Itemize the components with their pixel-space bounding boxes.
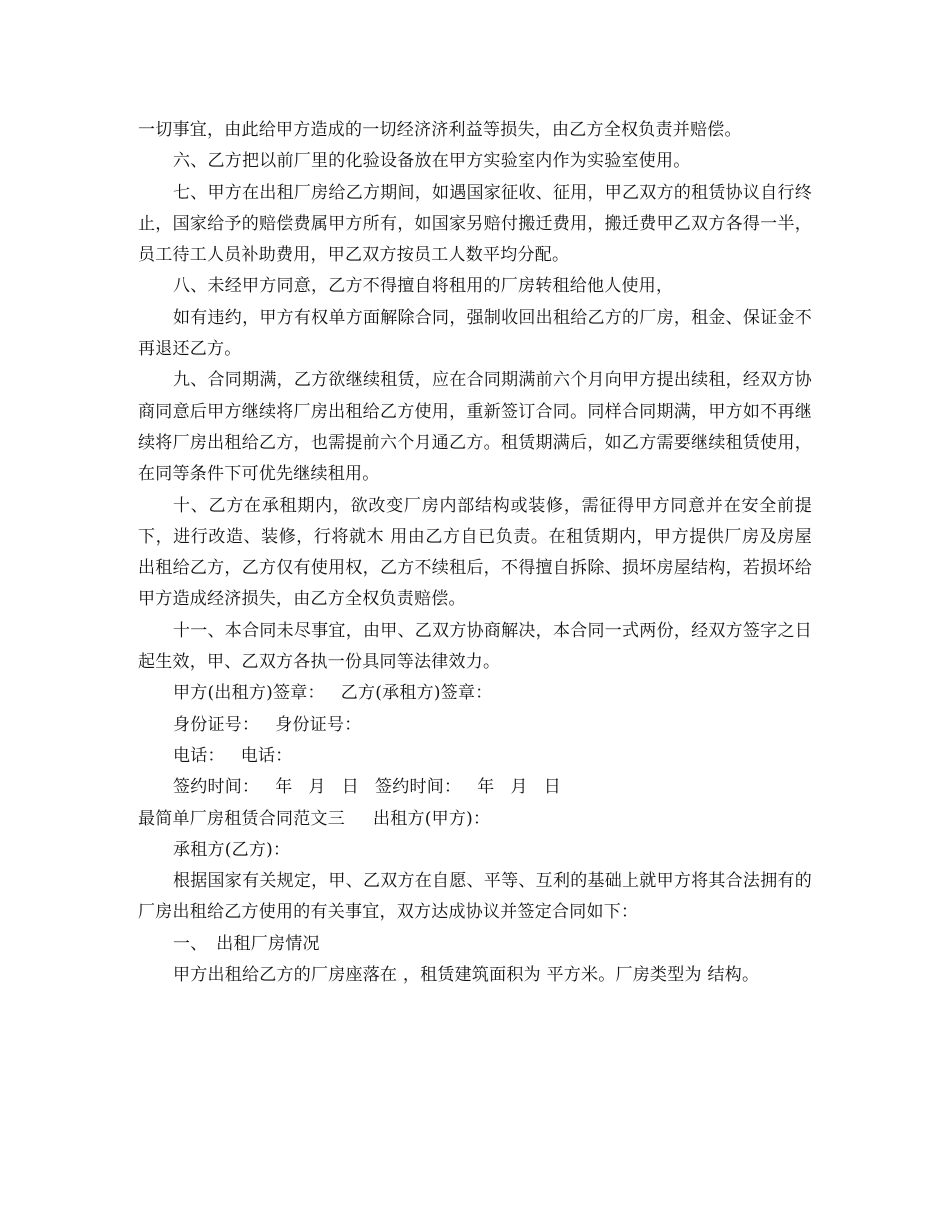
lessee-label: 承租方(乙方)： [173,839,291,860]
party-a-day: 日 [341,777,359,798]
party-b-phone-label: 电话： [240,745,293,766]
paragraph-clause-11: 十一、本合同未尽事宜，由甲、乙双方协商解决，本合同一式两份，经双方签字之日起生效，甲、乙双方各执一份具同等法律效力。 [138,620,812,673]
party-a-month: 月 [308,777,326,798]
party-a-year: 年 [275,777,293,798]
party-a-seal-label: 甲方(出租方)签章： [173,683,325,704]
paragraph-breach: 如有违约，甲方有权单方面解除合同，强制收回出租给乙方的厂房，租金、保证金不再退还乙方。 [138,307,812,360]
party-b-id-label: 身份证号： [275,714,362,735]
paragraph-clause-8: 八、未经甲方同意，乙方不得擅自将租用的厂房转租给他人使用， [173,276,674,297]
section-title: 最简单厂房租赁合同范文三 [138,808,345,829]
paragraph-0: 一切事宜，由此给甲方造成的一切经济济利益等损失，由乙方全权负责并赔偿。 [138,120,742,140]
signature-seal-line [138,678,812,709]
lessor-label: 出租方(甲方)： [373,808,491,829]
party-a-date-label: 签约时间： [173,777,260,798]
party-b-month: 月 [510,777,528,798]
party-a-id-label: 身份证号： [173,714,260,735]
signature-id-line [138,710,812,741]
party-b-day: 日 [543,777,561,798]
party-b-date-label: 签约时间： [375,777,462,798]
paragraph-clause-7: 七、甲方在出租厂房给乙方期间，如遇国家征收、征用，甲乙双方的租赁协议自行终止，国家给予的赔偿费属甲方所有，如国家另赔付搬迁费用，搬迁费甲乙双方各得一半，员工待工人员补助费用，甲乙双方按员工人数平均分配。 [138,182,812,266]
party-b-year: 年 [477,777,495,798]
intro-paragraph: 根据国家有关规定，甲、乙双方在自愿、平等、互利的基础上就甲方将其合法拥有的厂房出租给乙方使用的有关事宜，双方达成协议并签定合同如下： [138,871,812,923]
party-b-seal-label: 乙方(承租方)签章： [340,683,493,704]
clause-one-title: 一、 出租厂房情况 [173,933,320,954]
clause-one-text: 甲方出租给乙方的厂房座落在 ，租赁建筑面积为 平方米。厂房类型为 结构。 [173,965,760,986]
party-a-phone-label: 电话： [173,745,225,766]
paragraph-clause-9: 九、合同期满，乙方欲继续租赁，应在合同期满前六个月向甲方提出续租，经双方协商同意后甲方继续将厂房出租给乙方使用，重新签订合同。同样合同期满，甲方如不再继续将厂房出租给乙方，也需提前六个月通乙方。租赁期满后，如乙方需要继续租赁使用，在同等条件下可优先继续租用。 [138,370,812,485]
signature-date-line [138,772,812,803]
paragraph-clause-6: 六、乙方把以前厂里的化验设备放在甲方实验室内作为实验室使用。 [173,151,691,172]
signature-phone-line [138,741,812,772]
paragraph-clause-10: 十、乙方在承租期内，欲改变厂房内部结构或装修，需征得甲方同意并在安全前提下，进行改造、装修，行将就木 用由乙方自已负责。在租赁期内，甲方提供厂房及房屋出租给乙方，乙方仅有使用权，乙方不续租后，不得擅自拆除、损坏房屋结构，若损坏给甲方造成经济损失，由乙方全权负责赔偿。 [138,495,812,610]
section-title-line [138,804,812,835]
document-body [138,115,812,991]
